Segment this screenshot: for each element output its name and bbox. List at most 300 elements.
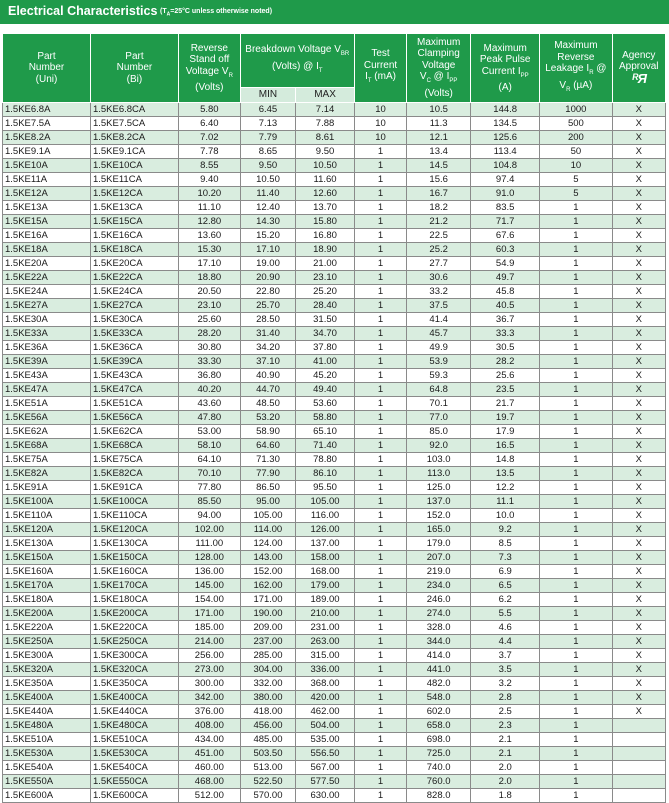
cell-ipp: 2.1 [471, 747, 540, 761]
cell-vbr-min: 522.50 [240, 775, 296, 789]
cell-part-bi: 1.5KE91CA [90, 481, 178, 495]
table-row [3, 369, 666, 383]
cell-ipp: 2.0 [471, 761, 540, 775]
cell-vc: 27.7 [407, 257, 471, 271]
cell-part-bi: 1.5KE13CA [90, 201, 178, 215]
cell-it: 1 [354, 495, 406, 509]
cell-vr: 40.20 [178, 383, 240, 397]
cell-vc: 246.0 [407, 593, 471, 607]
table-row [3, 327, 666, 341]
table-row [3, 691, 666, 705]
cell-vc: 13.4 [407, 145, 471, 159]
cell-vc: 14.5 [407, 159, 471, 173]
cell-vbr-max: 11.60 [296, 173, 355, 187]
cell-ipp: 2.8 [471, 691, 540, 705]
cell-ipp: 125.6 [471, 131, 540, 145]
table-row [3, 537, 666, 551]
cell-vbr-max: 137.00 [296, 537, 355, 551]
cell-it: 1 [354, 761, 406, 775]
table-row [3, 159, 666, 173]
cell-part-uni: 1.5KE91A [3, 481, 91, 495]
cell-agency [612, 733, 666, 747]
col-ipp: Maximum Peak Pulse Current $I_{PP}$ (A) [471, 34, 540, 103]
cell-it: 1 [354, 565, 406, 579]
cell-ir: 1 [540, 537, 612, 551]
cell-agency: X [612, 257, 666, 271]
cell-part-bi: 1.5KE8.2CA [90, 131, 178, 145]
table-row [3, 285, 666, 299]
cell-ipp: 2.5 [471, 705, 540, 719]
cell-vbr-min: 8.65 [240, 145, 296, 159]
cell-part-bi: 1.5KE250CA [90, 635, 178, 649]
cell-it: 1 [354, 789, 406, 803]
table-row [3, 593, 666, 607]
cell-agency: X [612, 677, 666, 691]
cell-part-bi: 1.5KE9.1CA [90, 145, 178, 159]
cell-part-uni: 1.5KE130A [3, 537, 91, 551]
cell-it: 1 [354, 159, 406, 173]
cell-vr: 17.10 [178, 257, 240, 271]
cell-agency: X [612, 299, 666, 313]
cell-it: 1 [354, 523, 406, 537]
cell-part-uni: 1.5KE82A [3, 467, 91, 481]
cell-ipp: 91.0 [471, 187, 540, 201]
cell-vr: 185.00 [178, 621, 240, 635]
cell-vbr-max: 53.60 [296, 397, 355, 411]
cell-vc: 12.1 [407, 131, 471, 145]
cell-agency: X [612, 313, 666, 327]
cell-vbr-min: 53.20 [240, 411, 296, 425]
cell-vbr-max: 368.00 [296, 677, 355, 691]
cell-vbr-min: 71.30 [240, 453, 296, 467]
cell-part-bi: 1.5KE100CA [90, 495, 178, 509]
table-row [3, 649, 666, 663]
cell-agency: X [612, 579, 666, 593]
cell-vbr-min: 380.00 [240, 691, 296, 705]
cell-it: 1 [354, 775, 406, 789]
cell-vr: 408.00 [178, 719, 240, 733]
cell-vbr-max: 168.00 [296, 565, 355, 579]
cell-agency: X [612, 495, 666, 509]
cell-vbr-min: 485.00 [240, 733, 296, 747]
cell-vbr-min: 237.00 [240, 635, 296, 649]
cell-it: 1 [354, 663, 406, 677]
cell-vbr-max: 189.00 [296, 593, 355, 607]
cell-vr: 512.00 [178, 789, 240, 803]
cell-part-bi: 1.5KE62CA [90, 425, 178, 439]
cell-part-uni: 1.5KE8.2A [3, 131, 91, 145]
table-row [3, 621, 666, 635]
cell-vc: 18.2 [407, 201, 471, 215]
cell-it: 1 [354, 677, 406, 691]
cell-vr: 10.20 [178, 187, 240, 201]
cell-vbr-max: 567.00 [296, 761, 355, 775]
cell-vc: 234.0 [407, 579, 471, 593]
cell-vbr-min: 285.00 [240, 649, 296, 663]
cell-vr: 58.10 [178, 439, 240, 453]
cell-vbr-max: 556.50 [296, 747, 355, 761]
cell-ipp: 6.9 [471, 565, 540, 579]
cell-it: 1 [354, 607, 406, 621]
cell-vbr-min: 28.50 [240, 313, 296, 327]
cell-ipp: 13.5 [471, 467, 540, 481]
cell-part-uni: 1.5KE350A [3, 677, 91, 691]
cell-part-uni: 1.5KE18A [3, 243, 91, 257]
cell-vbr-max: 504.00 [296, 719, 355, 733]
cell-ipp: 3.7 [471, 649, 540, 663]
table-row [3, 243, 666, 257]
cell-part-bi: 1.5KE540CA [90, 761, 178, 775]
cell-vbr-max: 31.50 [296, 313, 355, 327]
table-row [3, 103, 666, 117]
cell-part-uni: 1.5KE47A [3, 383, 91, 397]
cell-vc: 22.5 [407, 229, 471, 243]
cell-it: 1 [354, 439, 406, 453]
cell-agency: X [612, 383, 666, 397]
cell-ir: 1 [540, 705, 612, 719]
cell-vc: 113.0 [407, 467, 471, 481]
cell-vr: 171.00 [178, 607, 240, 621]
cell-ir: 1 [540, 649, 612, 663]
cell-agency: X [612, 439, 666, 453]
cell-part-bi: 1.5KE180CA [90, 593, 178, 607]
cell-ir: 1 [540, 243, 612, 257]
cell-ir: 1 [540, 677, 612, 691]
cell-part-uni: 1.5KE170A [3, 579, 91, 593]
cell-vbr-max: 535.00 [296, 733, 355, 747]
cell-ipp: 144.8 [471, 103, 540, 117]
cell-vbr-min: 17.10 [240, 243, 296, 257]
cell-agency: X [612, 509, 666, 523]
cell-agency: X [612, 607, 666, 621]
cell-vbr-min: 95.00 [240, 495, 296, 509]
cell-vbr-max: 45.20 [296, 369, 355, 383]
cell-agency: X [612, 103, 666, 117]
cell-vc: 179.0 [407, 537, 471, 551]
cell-vbr-min: 22.80 [240, 285, 296, 299]
cell-vc: 49.9 [407, 341, 471, 355]
cell-vr: 468.00 [178, 775, 240, 789]
cell-vbr-max: 15.80 [296, 215, 355, 229]
cell-vr: 434.00 [178, 733, 240, 747]
cell-ipp: 2.1 [471, 733, 540, 747]
cell-part-uni: 1.5KE180A [3, 593, 91, 607]
cell-vc: 165.0 [407, 523, 471, 537]
cell-part-uni: 1.5KE220A [3, 621, 91, 635]
cell-ipp: 83.5 [471, 201, 540, 215]
table-row [3, 341, 666, 355]
cell-part-bi: 1.5KE150CA [90, 551, 178, 565]
cell-ipp: 67.6 [471, 229, 540, 243]
col-vbr-min: MIN [240, 88, 296, 103]
cell-vc: 25.2 [407, 243, 471, 257]
cell-ir: 1 [540, 775, 612, 789]
cell-part-bi: 1.5KE51CA [90, 397, 178, 411]
cell-vc: 41.4 [407, 313, 471, 327]
cell-ipp: 5.5 [471, 607, 540, 621]
cell-vbr-max: 37.80 [296, 341, 355, 355]
cell-part-bi: 1.5KE24CA [90, 285, 178, 299]
cell-vc: 328.0 [407, 621, 471, 635]
cell-vbr-min: 6.45 [240, 103, 296, 117]
col-vc: Maximum Clamping Voltage $V_C$ @ $I_{PP}$ (Volts) [407, 34, 471, 103]
cell-it: 1 [354, 453, 406, 467]
cell-vbr-min: 11.40 [240, 187, 296, 201]
table-row [3, 761, 666, 775]
cell-vr: 451.00 [178, 747, 240, 761]
table-row [3, 551, 666, 565]
cell-agency: X [612, 691, 666, 705]
table-body [3, 103, 666, 803]
cell-vc: 725.0 [407, 747, 471, 761]
cell-vc: 152.0 [407, 509, 471, 523]
cell-it: 1 [354, 425, 406, 439]
cell-vbr-max: 21.00 [296, 257, 355, 271]
cell-part-uni: 1.5KE480A [3, 719, 91, 733]
cell-vbr-min: 190.00 [240, 607, 296, 621]
col-vr: Reverse Stand off Voltage $V_R$ (Volts) [178, 34, 240, 103]
cell-vbr-min: 58.90 [240, 425, 296, 439]
table-row [3, 467, 666, 481]
cell-part-uni: 1.5KE11A [3, 173, 91, 187]
cell-ir: 1 [540, 257, 612, 271]
cell-ipp: 4.4 [471, 635, 540, 649]
cell-vbr-max: 315.00 [296, 649, 355, 663]
cell-part-bi: 1.5KE12CA [90, 187, 178, 201]
cell-vr: 256.00 [178, 649, 240, 663]
cell-vbr-max: 25.20 [296, 285, 355, 299]
table-row [3, 719, 666, 733]
cell-vbr-max: 78.80 [296, 453, 355, 467]
electrical-characteristics-table [2, 33, 666, 803]
cell-vr: 30.80 [178, 341, 240, 355]
cell-part-uni: 1.5KE15A [3, 215, 91, 229]
cell-part-uni: 1.5KE36A [3, 341, 91, 355]
cell-ir: 1 [540, 719, 612, 733]
cell-it: 1 [354, 327, 406, 341]
cell-agency: X [612, 369, 666, 383]
cell-vbr-max: 9.50 [296, 145, 355, 159]
cell-vr: 13.60 [178, 229, 240, 243]
cell-vbr-min: 7.79 [240, 131, 296, 145]
cell-ipp: 10.0 [471, 509, 540, 523]
table-row [3, 733, 666, 747]
cell-part-bi: 1.5KE320CA [90, 663, 178, 677]
table-row [3, 607, 666, 621]
cell-part-uni: 1.5KE12A [3, 187, 91, 201]
cell-it: 1 [354, 551, 406, 565]
cell-ir: 1 [540, 565, 612, 579]
cell-ipp: 134.5 [471, 117, 540, 131]
cell-vr: 8.55 [178, 159, 240, 173]
cell-ir: 1 [540, 425, 612, 439]
cell-it: 10 [354, 131, 406, 145]
cell-vr: 7.78 [178, 145, 240, 159]
cell-part-bi: 1.5KE10CA [90, 159, 178, 173]
cell-ipp: 4.6 [471, 621, 540, 635]
cell-vc: 658.0 [407, 719, 471, 733]
cell-part-bi: 1.5KE11CA [90, 173, 178, 187]
cell-agency: X [612, 635, 666, 649]
cell-part-uni: 1.5KE540A [3, 761, 91, 775]
cell-part-uni: 1.5KE30A [3, 313, 91, 327]
table-row [3, 173, 666, 187]
cell-ir: 1 [540, 593, 612, 607]
cell-part-bi: 1.5KE39CA [90, 355, 178, 369]
cell-part-bi: 1.5KE47CA [90, 383, 178, 397]
cell-ipp: 36.7 [471, 313, 540, 327]
cell-part-uni: 1.5KE160A [3, 565, 91, 579]
cell-it: 1 [354, 635, 406, 649]
cell-ir: 1 [540, 495, 612, 509]
cell-vbr-max: 49.40 [296, 383, 355, 397]
cell-part-bi: 1.5KE20CA [90, 257, 178, 271]
cell-part-bi: 1.5KE36CA [90, 341, 178, 355]
cell-vbr-min: 44.70 [240, 383, 296, 397]
cell-vr: 64.10 [178, 453, 240, 467]
cell-agency: X [612, 117, 666, 131]
title-bar [0, 0, 669, 24]
cell-it: 1 [354, 201, 406, 215]
table-row [3, 271, 666, 285]
table-row [3, 663, 666, 677]
cell-ir: 1 [540, 383, 612, 397]
cell-vc: 85.0 [407, 425, 471, 439]
cell-vbr-max: 58.80 [296, 411, 355, 425]
cell-part-bi: 1.5KE530CA [90, 747, 178, 761]
cell-it: 1 [354, 299, 406, 313]
table-row [3, 117, 666, 131]
cell-vbr-min: 77.90 [240, 467, 296, 481]
cell-ir: 1 [540, 607, 612, 621]
cell-vr: 136.00 [178, 565, 240, 579]
cell-ir: 1 [540, 201, 612, 215]
cell-vbr-min: 456.00 [240, 719, 296, 733]
cell-agency: X [612, 705, 666, 719]
cell-agency: X [612, 593, 666, 607]
col-vbr: Breakdown Voltage $V_{BR}$ (Volts) @ $I_T$ [240, 34, 354, 88]
cell-part-bi: 1.5KE18CA [90, 243, 178, 257]
cell-agency: X [612, 537, 666, 551]
cell-it: 1 [354, 593, 406, 607]
cell-vr: 6.40 [178, 117, 240, 131]
cell-part-uni: 1.5KE51A [3, 397, 91, 411]
cell-part-uni: 1.5KE62A [3, 425, 91, 439]
cell-part-uni: 1.5KE24A [3, 285, 91, 299]
cell-vc: 21.2 [407, 215, 471, 229]
cell-ipp: 97.4 [471, 173, 540, 187]
cell-ipp: 30.5 [471, 341, 540, 355]
cell-agency: X [612, 201, 666, 215]
col-vbr-max: MAX [296, 88, 355, 103]
cell-vbr-min: 48.50 [240, 397, 296, 411]
cell-ir: 1 [540, 341, 612, 355]
cell-vc: 15.6 [407, 173, 471, 187]
cell-agency: X [612, 621, 666, 635]
cell-vbr-min: 15.20 [240, 229, 296, 243]
table-row [3, 145, 666, 159]
cell-vbr-max: 420.00 [296, 691, 355, 705]
col-part-uni: Part Number (Uni) [3, 34, 91, 103]
col-ir: Maximum Reverse Leakage $I_R$ @ $V_R$ (µA) [540, 34, 612, 103]
cell-vbr-min: 14.30 [240, 215, 296, 229]
cell-vbr-max: 86.10 [296, 467, 355, 481]
cell-vr: 102.00 [178, 523, 240, 537]
cell-vbr-max: 13.70 [296, 201, 355, 215]
cell-vc: 45.7 [407, 327, 471, 341]
cell-ipp: 2.3 [471, 719, 540, 733]
cell-part-uni: 1.5KE320A [3, 663, 91, 677]
table-row [3, 439, 666, 453]
cell-agency: X [612, 467, 666, 481]
cell-vbr-max: 116.00 [296, 509, 355, 523]
cell-ir: 1 [540, 523, 612, 537]
cell-it: 1 [354, 733, 406, 747]
table-row [3, 747, 666, 761]
cell-vbr-min: 171.00 [240, 593, 296, 607]
cell-vbr-min: 332.00 [240, 677, 296, 691]
cell-part-bi: 1.5KE200CA [90, 607, 178, 621]
cell-vr: 36.80 [178, 369, 240, 383]
cell-vbr-min: 25.70 [240, 299, 296, 313]
cell-it: 1 [354, 621, 406, 635]
cell-vc: 37.5 [407, 299, 471, 313]
cell-part-uni: 1.5KE10A [3, 159, 91, 173]
table-row [3, 481, 666, 495]
table-row [3, 257, 666, 271]
cell-part-bi: 1.5KE30CA [90, 313, 178, 327]
cell-vbr-max: 28.40 [296, 299, 355, 313]
cell-vc: 16.7 [407, 187, 471, 201]
cell-vr: 128.00 [178, 551, 240, 565]
page-title: Electrical Characteristics [8, 4, 158, 18]
cell-agency: X [612, 341, 666, 355]
cell-vbr-max: 65.10 [296, 425, 355, 439]
cell-part-bi: 1.5KE110CA [90, 509, 178, 523]
cell-part-uni: 1.5KE110A [3, 509, 91, 523]
cell-vbr-min: 10.50 [240, 173, 296, 187]
cell-agency: X [612, 187, 666, 201]
cell-vbr-max: 7.88 [296, 117, 355, 131]
table-row [3, 229, 666, 243]
cell-vbr-max: 95.50 [296, 481, 355, 495]
cell-ipp: 19.7 [471, 411, 540, 425]
cell-part-uni: 1.5KE6.8A [3, 103, 91, 117]
cell-vbr-min: 34.20 [240, 341, 296, 355]
cell-agency: X [612, 271, 666, 285]
cell-ir: 1 [540, 439, 612, 453]
table-row [3, 677, 666, 691]
cell-vr: 7.02 [178, 131, 240, 145]
cell-it: 1 [354, 257, 406, 271]
cell-ir: 1 [540, 397, 612, 411]
cell-part-bi: 1.5KE15CA [90, 215, 178, 229]
cell-vr: 145.00 [178, 579, 240, 593]
cell-agency [612, 775, 666, 789]
cell-vbr-max: 210.00 [296, 607, 355, 621]
cell-vc: 414.0 [407, 649, 471, 663]
cell-ipp: 7.3 [471, 551, 540, 565]
table-row [3, 299, 666, 313]
cell-part-uni: 1.5KE56A [3, 411, 91, 425]
cell-agency: X [612, 285, 666, 299]
cell-ipp: 6.5 [471, 579, 540, 593]
cell-vbr-max: 105.00 [296, 495, 355, 509]
cell-part-uni: 1.5KE68A [3, 439, 91, 453]
table-row [3, 565, 666, 579]
table-row [3, 187, 666, 201]
cell-agency: X [612, 131, 666, 145]
